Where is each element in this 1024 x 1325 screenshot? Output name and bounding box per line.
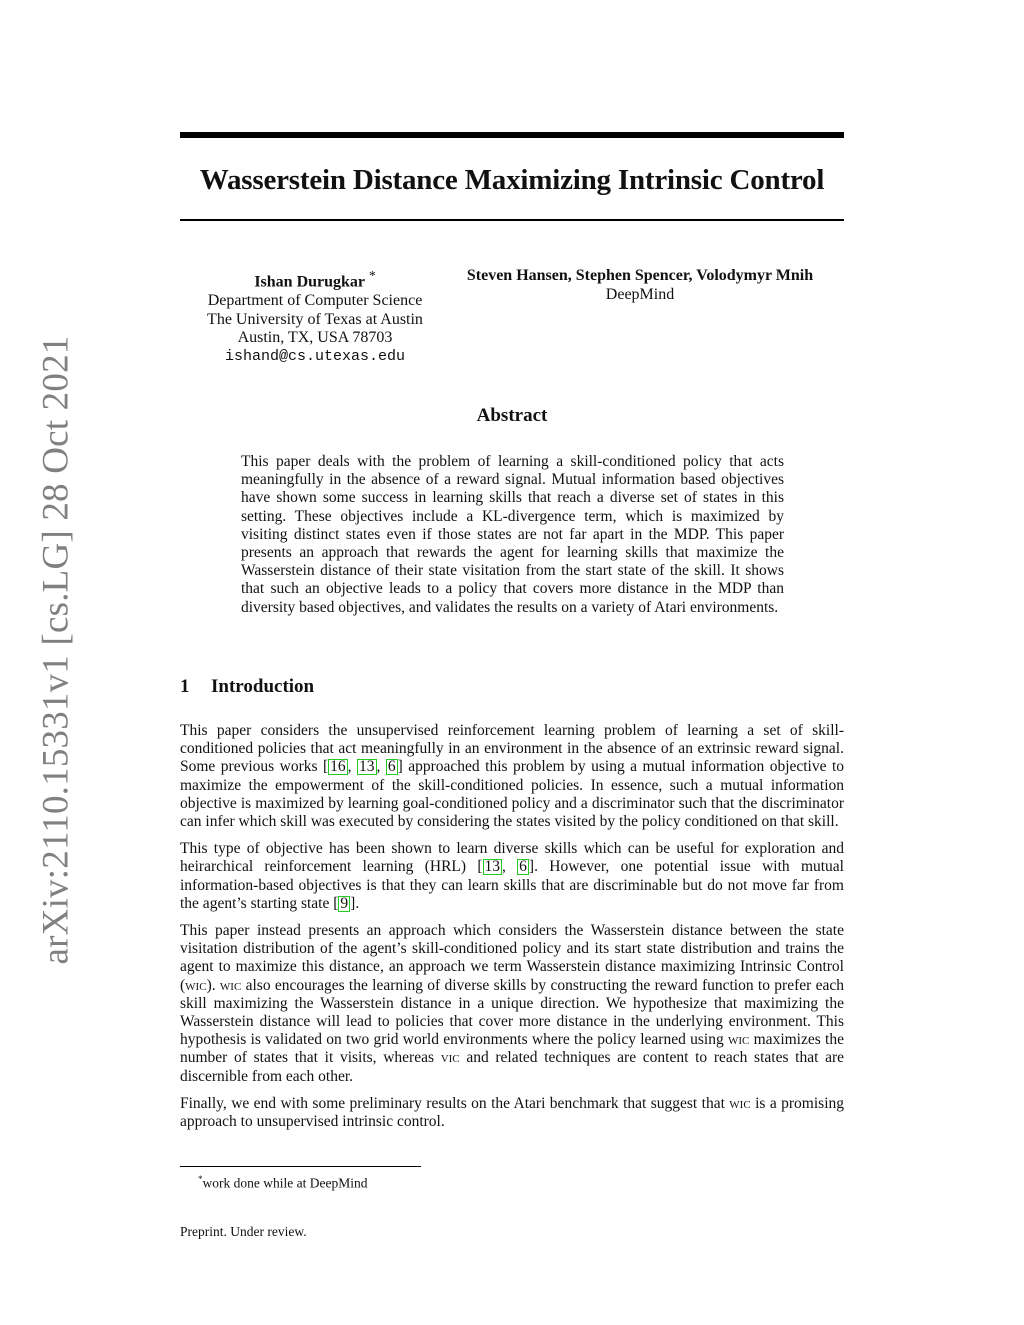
- citation-link[interactable]: 6: [387, 758, 396, 776]
- author-footnote-mark: *: [369, 268, 376, 283]
- abstract-heading: Abstract: [476, 405, 548, 426]
- method-acronym: wic: [727, 1031, 750, 1049]
- footnote-mark: *: [198, 1174, 203, 1184]
- author-name: Ishan Durugkar: [254, 273, 366, 291]
- author-email: ishand@cs.utexas.edu: [224, 347, 406, 365]
- citation-link[interactable]: 9: [340, 894, 349, 912]
- author-affiliation: Department of Computer Science: [207, 291, 423, 309]
- method-acronym: wic: [219, 976, 242, 994]
- paragraph: Finally, we end with some preliminary results on the Atari benchmark that suggest that wic is a promising approach to unsupervised intrinsic control.: [180, 1094, 844, 1131]
- preprint-note: Preprint. Under review.: [180, 1224, 307, 1239]
- footnote-text: work done while at DeepMind: [202, 1175, 368, 1191]
- footnote: [198, 1171, 367, 1192]
- method-acronym: wic: [729, 1094, 751, 1112]
- citation-link[interactable]: 16: [330, 758, 346, 776]
- author-names: Steven Hansen, Stephen Spencer, Volodymyr Mnih: [466, 267, 814, 284]
- section-heading: [180, 676, 844, 698]
- author-affiliation: DeepMind: [605, 285, 675, 303]
- author-affiliation: The University of Texas at Austin: [207, 310, 423, 328]
- section-number: 1: [180, 676, 190, 697]
- author-block-2: [440, 267, 840, 304]
- method-acronym: vic: [440, 1049, 460, 1067]
- author-block-1: [190, 267, 440, 366]
- paper-title: Wasserstein Distance Maximizing Intrinsic Control: [199, 164, 825, 196]
- author-address: Austin, TX, USA 78703: [237, 329, 393, 347]
- arxiv-stamp: arXiv:2110.15331v1 [cs.LG] 28 Oct 2021: [35, 335, 77, 965]
- method-acronym: wic: [185, 976, 207, 994]
- title-rule: [180, 219, 844, 221]
- citation-link[interactable]: 13: [484, 858, 500, 876]
- paragraph: This paper instead presents an approach which considers the Wasserstein distance between the state visitation distribution of the agent’s skill-conditioned policy and its start state distribution and trains the agent to maximize this distance, an approach we term Wasserstein distance maximizing Intrinsic Control (wic). wic also encourages the learning of diverse skills by constructing the reward function to prefer each skill maximizing the Wasserstein distance in a unique direction. We hypothesize that maximizing the Wasserstein distance will lead to policies that cover more distance in the underlying environment. This hypothesis is validated on two grid world environments where the policy learned using wic maximizes the number of states that it visits, whereas vic and related techniques are content to reach states that are discernible from each other.: [180, 922, 844, 1085]
- top-rule: [180, 132, 844, 138]
- section-title: Introduction: [211, 676, 315, 697]
- paragraph: This paper considers the unsupervised reinforcement learning problem of learning a set of skill-conditioned policies that act meaningfully in an environment in the absence of an extrinsic reward signal. Some previous works [ 16 , 13 , 6 ] approached this problem by using a mutual information objective to maximize the empowerment of the skill-conditioned policies. In essence, such a mutual information objective is maximized by learning goal-conditioned policy and a discriminator such that the discriminator can infer which skill was executed by considering the states visited by the policy conditioned on that skill.: [180, 722, 845, 831]
- citation-link[interactable]: 13: [359, 758, 375, 776]
- citation-link[interactable]: 6: [519, 858, 527, 876]
- paragraph: This type of objective has been shown to learn diverse skills which can be useful for exploration and heirarchical reinforcement learning (HRL) [ 13 , 6 ]. However, one potential issue with mutual information-based objectives is that they can learn skills that are discriminable but do not move far from the agent’s starting state [ 9 ].: [180, 840, 844, 912]
- footnote-rule: [180, 1166, 421, 1167]
- introduction-body: [180, 722, 844, 1140]
- abstract-text: This paper deals with the problem of learning a skill-conditioned policy that acts meaningfully in the absence of a reward signal. Mutual information based objectives have shown some success in learning skills that reach a diverse set of states in this setting. These objectives include a KL-divergence term, which is maximized by visiting distinct states even if those states are not far apart in the MDP. This paper presents an approach that rewards the agent for learning skills that maximize the Wasserstein distance of their state visitation from the start state of the skill. It shows that such an objective leads to a policy that covers more distance in the MDP than diversity based objectives, and validates the results on a variety of Atari environments.: [241, 453, 784, 616]
